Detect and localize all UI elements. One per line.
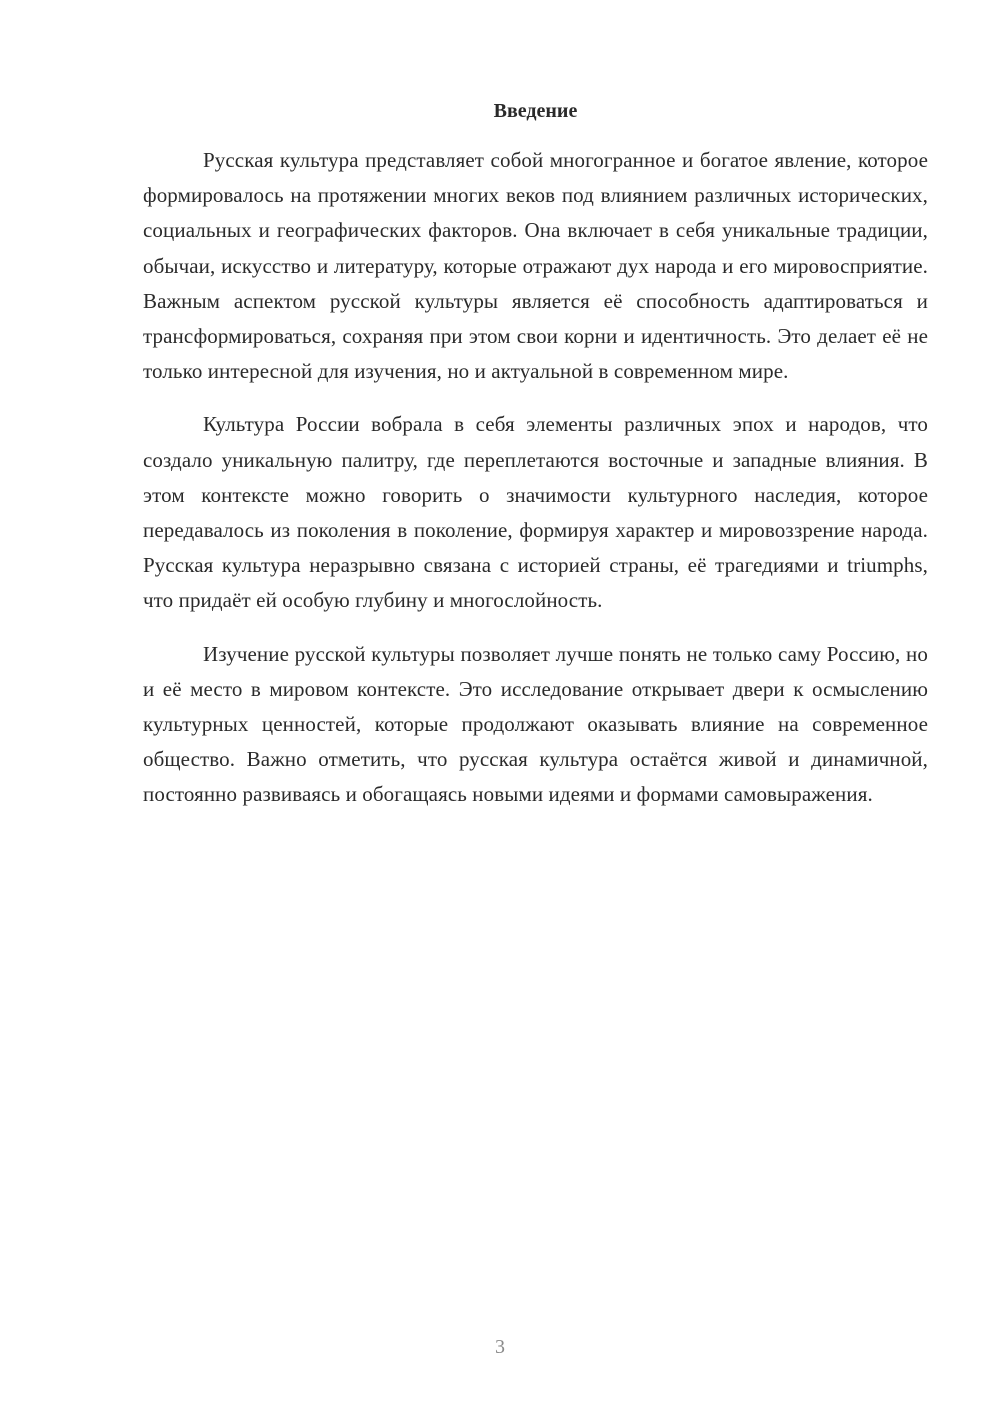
section-heading: Введение xyxy=(493,100,578,122)
paragraph-1: Русская культура представляет собой многогранное и богатое явление, которое формировалось на протяжении многих веков под влиянием различных исторических, социальных и географических факторов. Она включает в себя уникальные традиции, обычаи, искусство и литературу, которые отражают дух народа и его мировосприятие. Важным аспектом русской культуры является её способность адаптироваться и трансформироваться, сохраняя при этом свои корни и идентичность. Это делает её не только интересной для изучения, но и актуальной в современном мире. xyxy=(143,148,928,384)
paragraph-3: Изучение русской культуры позволяет лучше понять не только саму Россию, но и её место в мировом контексте. Это исследование открывает двери к осмыслению культурных ценностей, которые продолжают оказывать влияние на современное общество. Важно отметить, что русская культура остаётся живой и динамичной, постоянно развиваясь и обогащаясь новыми идеями и формами самовыражения. xyxy=(143,641,928,807)
page-number: 3 xyxy=(495,1336,505,1358)
body-text xyxy=(143,143,928,831)
paragraph-2: Культура России вобрала в себя элементы различных эпох и народов, что создало уникальную палитру, где переплетаются восточные и западные влияния. В этом контексте можно говорить о значимости культурного наследия, которое передавалось из поколения в поколение, формируя характер и мировоззрение народа. Русская культура неразрывно связана с историей страны, её трагедиями и triumphs, что придаёт ей особую глубину и многослойность. xyxy=(143,412,928,613)
